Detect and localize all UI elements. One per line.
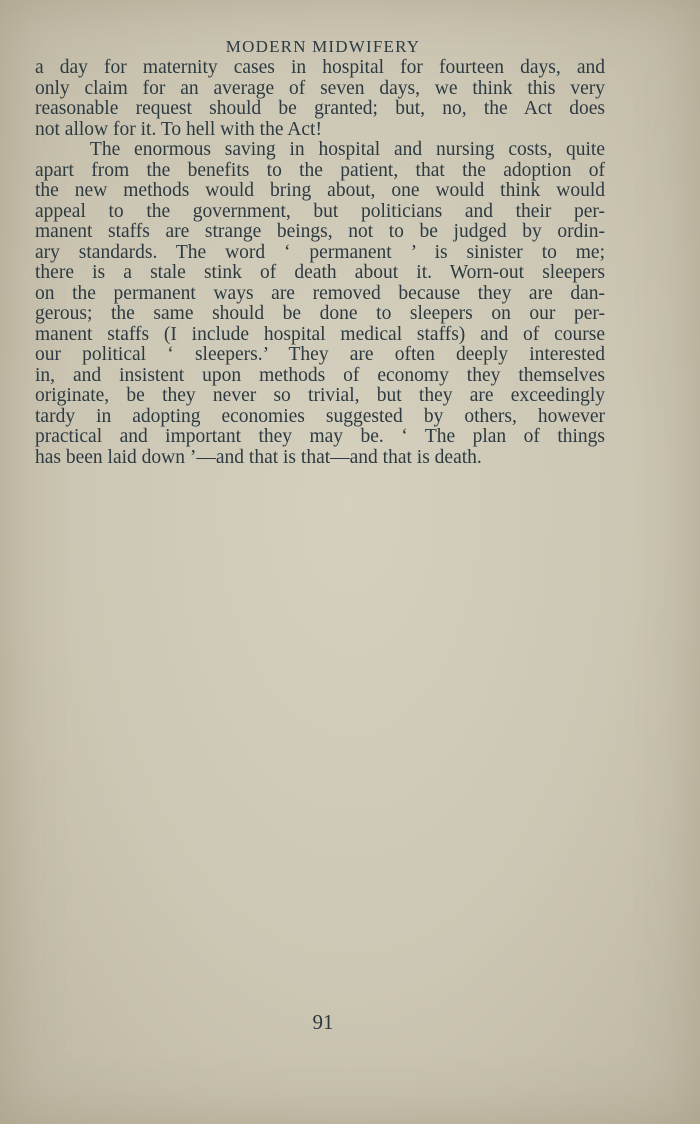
- text-line: appeal to the government, but politicians and their per-: [35, 200, 605, 222]
- text-line: manent staffs (I include hospital medical staffs) and of course: [35, 323, 605, 345]
- text-line: on the permanent ways are removed because they are dan-: [35, 282, 605, 304]
- text-line: a day for maternity cases in hospital for fourteen days, and: [35, 57, 605, 78]
- text-line: The enormous saving in hospital and nursing costs, quite: [35, 139, 605, 160]
- text-line: has been laid down ’—and that is that—and that is death.: [35, 446, 482, 468]
- text-line: originate, be they never so trivial, but they are exceedingly: [35, 385, 605, 406]
- page-number: 91: [312, 1010, 334, 1034]
- text-line: apart from the benefits to the patient, that the adoption of: [35, 159, 605, 181]
- text-line: gerous; the same should be done to sleepers on our per-: [35, 303, 605, 324]
- text-line: manent staffs are strange beings, not to be judged by ordin-: [35, 221, 605, 242]
- running-head: MODERN MIDWIFERY: [225, 37, 421, 56]
- text-line: in, and insistent upon methods of economy they themselves: [35, 364, 605, 386]
- text-line: there is a stale stink of death about it. Worn-out sleepers: [35, 262, 605, 283]
- text-line: our political ‘ sleepers.’ They are often deeply interested: [35, 344, 605, 365]
- text-line: tardy in adopting economies suggested by others, however: [35, 405, 605, 427]
- text-line: reasonable request should be granted; but, no, the Act does: [35, 98, 605, 119]
- body-text: [35, 58, 605, 468]
- text-line: ary standards. The word ‘ permanent ’ is sinister to me;: [35, 241, 605, 263]
- text-line: not allow for it. To hell with the Act!: [35, 118, 322, 140]
- text-line: practical and important they may be. ‘ The plan of things: [35, 426, 605, 447]
- text-line: only claim for an average of seven days, we think this very: [35, 77, 605, 99]
- text-line: the new methods would bring about, one would think would: [35, 180, 605, 201]
